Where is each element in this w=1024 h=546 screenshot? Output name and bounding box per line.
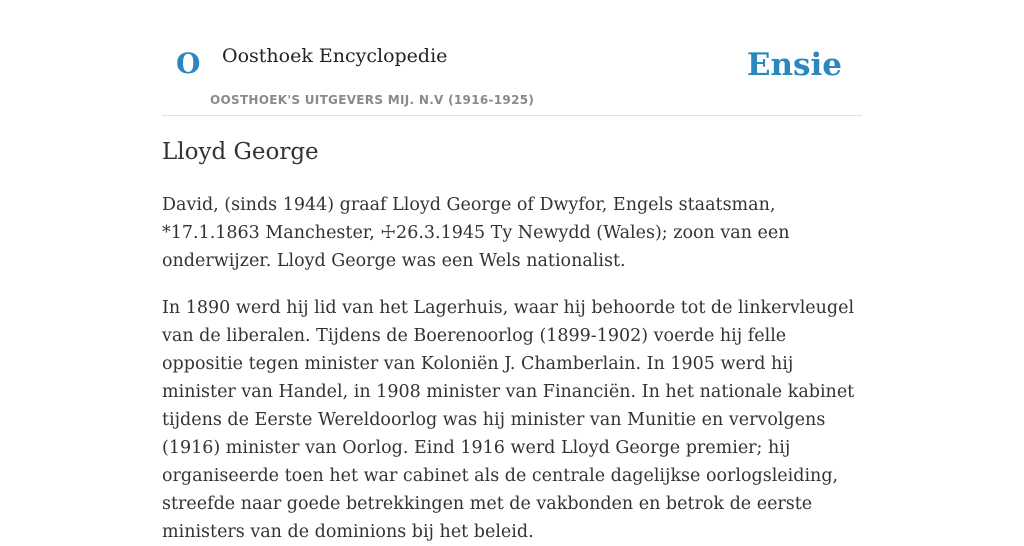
site-header	[162, 0, 862, 116]
article-paragraph: In 1890 werd hij lid van het Lagerhuis, waar hij behoorde tot de linkervleugel van de liberalen. Tijdens de Boerenoorlog (1899-1902) voerde hij felle oppositie tegen minister van Koloniën J. Chamberlain. In 1905 werd hij minister van Handel, in 1908 minister van Financiën. In het nationale kabinet tijdens de Eerste Wereldoorlog was hij minister van Munitie en vervolgens (1916) minister van Oorlog. Eind 1916 werd Lloyd George premier; hij organiseerde toen het war cabinet als de centrale dagelijkse oorlogsleiding, streefde naar goede betrekkingen met de vakbonden en betrok de eerste ministers van de dominions bij het beleid.	[162, 297, 855, 542]
publisher-subtitle: OOSTHOEK'S UITGEVERS MIJ. N.V (1916-1925)	[210, 93, 535, 107]
article-content	[162, 138, 862, 546]
article-title: Lloyd George	[162, 139, 319, 165]
site-logo[interactable]: O	[176, 47, 201, 80]
article-paragraph: David, (sinds 1944) graaf Lloyd George of Dwyfor, Engels staatsman, *17.1.1863 Manchester, ☩26.3.1945 Ty Newydd (Wales); zoon van een onderwijzer. Lloyd George was een Wels nationalist.	[162, 194, 790, 271]
ensie-brand-link[interactable]: Ensie	[746, 47, 842, 83]
site-title[interactable]: Oosthoek Encyclopedie	[222, 45, 448, 67]
